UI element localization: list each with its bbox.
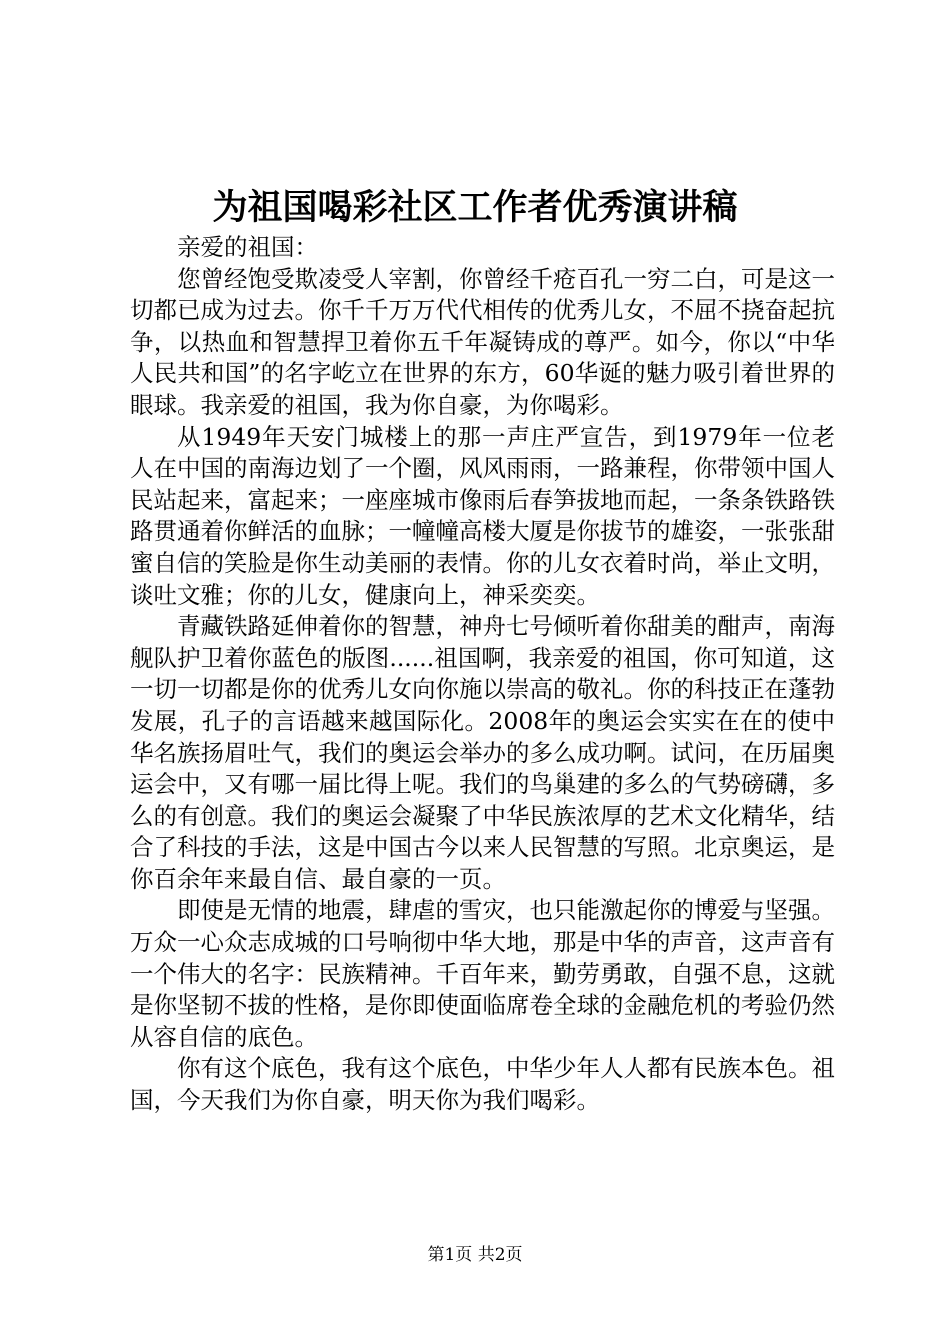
document-title: 为祖国喝彩社区工作者优秀演讲稿 bbox=[212, 188, 738, 228]
paragraph: 从1949年天安门城楼上的那一声庄严宣告，到1979年一位老人在中国的南海边划了一个圈，风风雨雨，一路兼程，你带领中国人民站起来，富起来；一座座城市像雨后春笋拔地而起，一条条铁路铁路贯通着你鲜活的血脉；一幢幢高楼大厦是你拔节的雄姿，一张张甜蜜自信的笑脸是你生动美丽的表情。你的儿女衣着时尚，举止文明，谈吐文雅；你的儿女，健康向上，神采奕奕。 bbox=[130, 422, 835, 609]
page-number-footer: 第1页 共2页 bbox=[427, 1245, 523, 1265]
paragraph: 青藏铁路延伸着你的智慧，神舟七号倾听着你甜美的酣声，南海舰队护卫着你蓝色的版图......祖国啊，我亲爱的祖国，你可知道，这一切一切都是你的优秀儿女向你施以崇高的敬礼。你的科技正在蓬勃发展，孔子的言语越来越国际化。2008年的奥运会实实在在的使中华名族扬眉吐气，我们的奥运会举办的多么成功啊。试问，在历届奥运会中，又有哪一届比得上呢。我们的鸟巢建的多么的气势磅礴，多么的有创意。我们的奥运会凝聚了中华民族浓厚的艺术文化精华，结合了科技的手法，这是中国古今以来人民智慧的写照。北京奥运，是你百余年来最自信、最自豪的一页。 bbox=[130, 612, 835, 893]
salutation: 亲爱的祖国： bbox=[177, 233, 318, 261]
paragraph: 您曾经饱受欺凌受人宰割，你曾经千疮百孔一穷二白，可是这一切都已成为过去。你千千万万代代相传的优秀儿女，不屈不挠奋起抗争，以热血和智慧捍卫着你五千年凝铸成的尊严。如今，你以“中华人民共和国”的名字屹立在世界的东方，60华诞的魅力吸引着世界的眼球。我亲爱的祖国，我为你自豪，为你喝彩。 bbox=[130, 264, 835, 419]
document-body bbox=[130, 232, 835, 1117]
paragraph: 即使是无情的地震，肆虐的雪灾，也只能激起你的博爱与坚强。万众一心众志成城的口号响彻中华大地，那是中华的声音，这声音有一个伟大的名字：民族精神。千百年来，勤劳勇敢，自强不息，这就是你坚韧不拔的性格，是你即使面临席卷全球的金融危机的考验仍然从容自信的底色。 bbox=[130, 896, 835, 1051]
paragraph: 你有这个底色，我有这个底色，中华少年人人都有民族本色。祖国，今天我们为你自豪，明天你为我们喝彩。 bbox=[130, 1054, 835, 1115]
